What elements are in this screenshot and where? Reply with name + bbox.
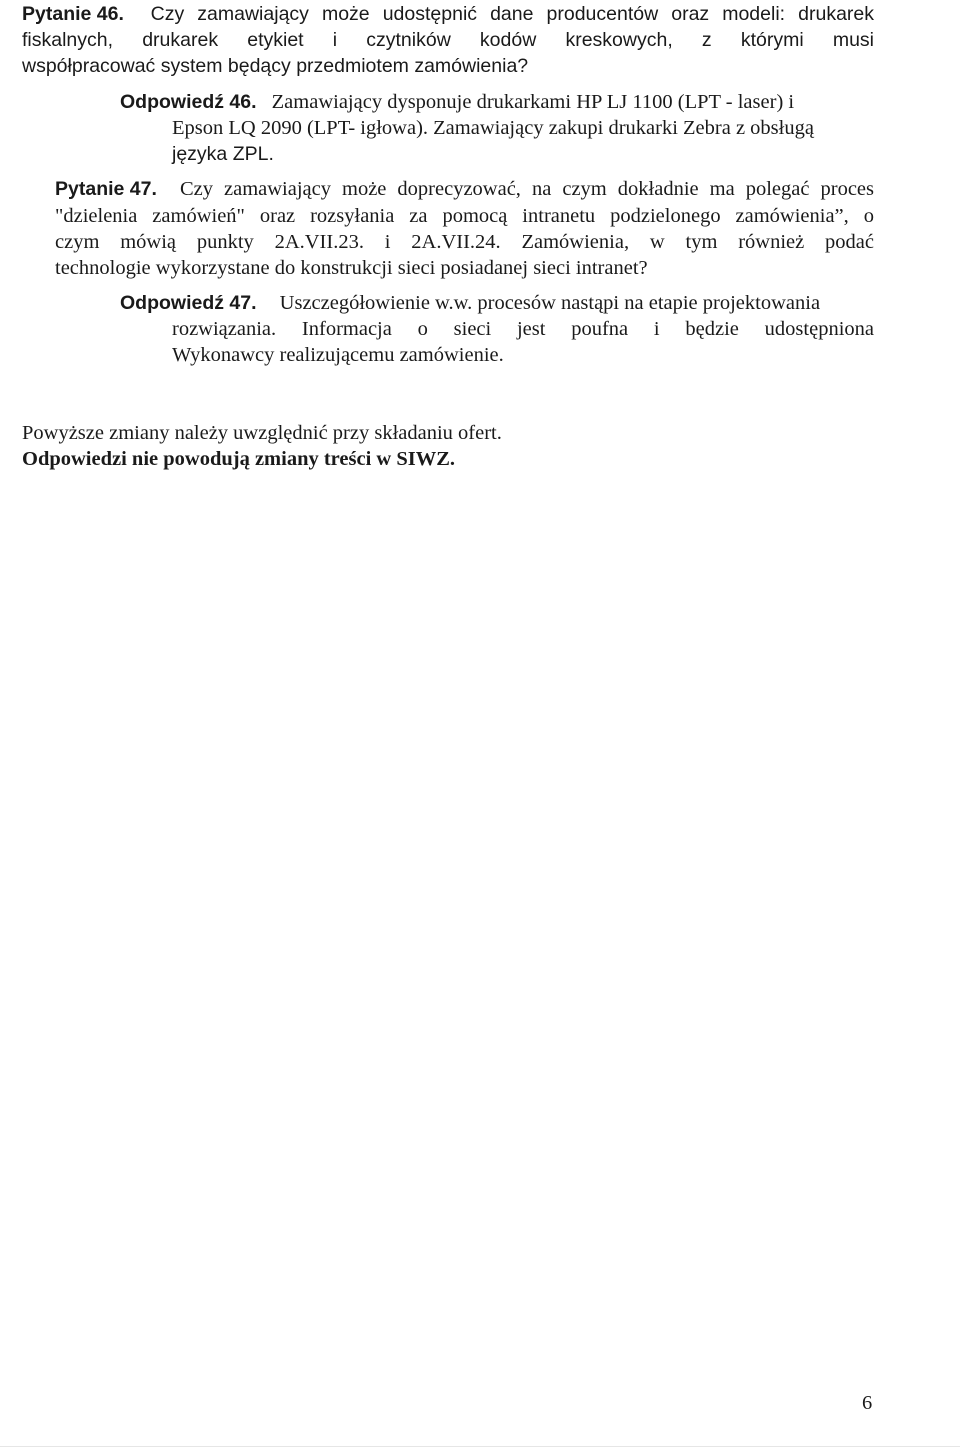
answer-46-line-1 bbox=[120, 89, 874, 115]
question-46-line-1 bbox=[22, 1, 874, 27]
question-46-text-1: Czy zamawiający może udostępnić dane producentów oraz modeli: drukarek bbox=[150, 3, 875, 25]
answer-47-line-1 bbox=[120, 290, 874, 316]
answer-47-label: Odpowiedź 47. bbox=[120, 292, 257, 314]
answer-46-line-3: języka ZPL. bbox=[172, 143, 274, 165]
question-46-line-2: fiskalnych, drukarek etykiet i czytników kodów kreskowych, z którymi musi bbox=[22, 29, 874, 51]
footer-divider bbox=[0, 1446, 960, 1447]
question-47-line-4: technologie wykorzystane do konstrukcji sieci posiadanej sieci intranet? bbox=[55, 257, 648, 279]
question-47-line-1 bbox=[55, 176, 874, 202]
question-47-label: Pytanie 47. bbox=[55, 178, 157, 200]
question-47-line-3: czym mówią punkty 2A.VII.23. i 2A.VII.24. Zamówienia, w tym również podać bbox=[55, 231, 874, 253]
question-46-label: Pytanie 46. bbox=[22, 3, 124, 25]
question-47-text-1: Czy zamawiający może doprecyzować, na czym dokładnie ma polegać proces bbox=[179, 178, 875, 200]
answer-46-label: Odpowiedź 46. bbox=[120, 91, 257, 113]
answer-46-line-2: Epson LQ 2090 (LPT- igłowa). Zamawiający zakupi drukarki Zebra z obsługą bbox=[172, 117, 814, 139]
answer-47-line-2: rozwiązania. Informacja o sieci jest poufna i będzie udostępniona bbox=[172, 318, 874, 340]
question-46-line-3: współpracować system będący przedmiotem zamówienia? bbox=[22, 55, 529, 77]
answer-47-text-1: Uszczegółowienie w.w. procesów nastąpi na etapie projektowania bbox=[279, 292, 821, 314]
answer-46-text-1: Zamawiający dysponuje drukarkami HP LJ 1100 (LPT - laser) i bbox=[271, 91, 795, 113]
answer-47-line-3: Wykonawcy realizującemu zamówienie. bbox=[172, 344, 504, 366]
siwz-statement: Odpowiedzi nie powodują zmiany treści w SIWZ. bbox=[22, 448, 456, 470]
changes-note: Powyższe zmiany należy uwzględnić przy składaniu ofert. bbox=[22, 422, 502, 444]
question-47-line-2: "dzielenia zamówień" oraz rozsyłania za pomocą intranetu podzielonego zamówienia”, o bbox=[55, 205, 874, 227]
page-number: 6 bbox=[862, 1392, 873, 1414]
